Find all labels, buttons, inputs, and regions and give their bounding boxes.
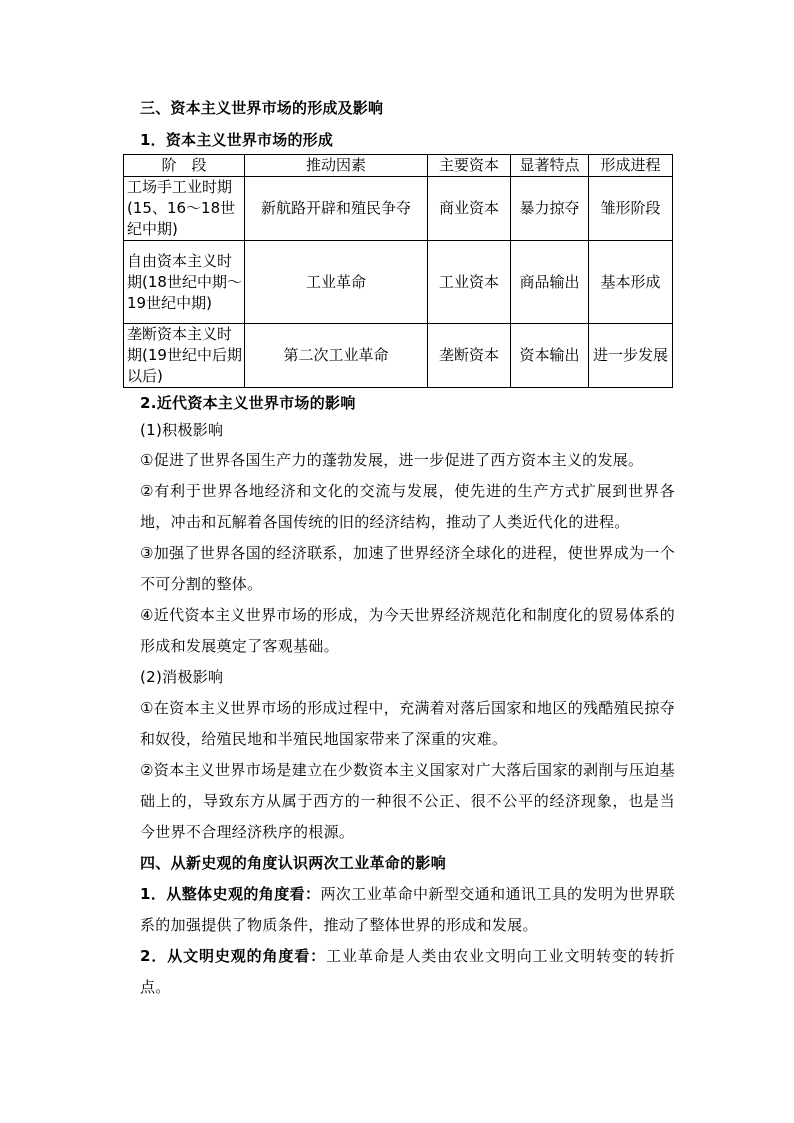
cell-feature: 商品输出 [511, 241, 589, 324]
cell-feature: 资本输出 [511, 324, 589, 388]
cell-driving-factor: 新航路开辟和殖民争夺 [245, 177, 428, 241]
header-driving-factor: 推动因素 [245, 155, 428, 177]
table-row [124, 177, 673, 241]
cell-stage: 自由资本主义时期(18世纪中期～19世纪中期) [124, 241, 245, 324]
section-4-heading: 四、从新史观的角度认识两次工业革命的影响 [140, 854, 447, 872]
header-feature: 显著特点 [511, 155, 589, 177]
section-4-item-label: 2．从文明史观的角度看： [140, 947, 327, 965]
positive-impact-item: ③加强了世界各国的经济联系，加速了世界经济全球化的进程，使世界成为一个不可分割的整体。 [140, 544, 675, 593]
cell-progress: 基本形成 [589, 241, 673, 324]
cell-driving-factor: 第二次工业革命 [245, 324, 428, 388]
section-4-item [140, 879, 675, 941]
cell-feature: 暴力掠夺 [511, 177, 589, 241]
positive-impact-item: ②有利于世界各地经济和文化的交流与发展，使先进的生产方式扩展到世界各地，冲击和瓦解着各国传统的旧的经济结构，推动了人类近代化的进程。 [140, 482, 675, 531]
cell-driving-factor: 工业革命 [245, 241, 428, 324]
cell-main-capital: 垄断资本 [428, 324, 511, 388]
header-stage: 阶 段 [124, 155, 245, 177]
cell-progress: 进一步发展 [589, 324, 673, 388]
positive-impact-item: ①促进了世界各国生产力的蓬勃发展，进一步促进了西方资本主义的发展。 [140, 451, 644, 469]
cell-stage: 垄断资本主义时期(19世纪中后期以后) [124, 324, 245, 388]
world-market-table [123, 154, 673, 388]
positive-impact-title: (1)积极影响 [140, 421, 224, 439]
negative-impact-item: ②资本主义世界市场是建立在少数资本主义国家对广大落后国家的剥削与压迫基础上的，导致东方从属于西方的一种很不公正、很不公平的经济现象，也是当今世界不合理经济秩序的根源。 [140, 761, 675, 841]
table-row [124, 324, 673, 388]
document-content [127, 97, 675, 1003]
section-4-item [140, 941, 675, 1003]
section-4-item-text: 工业革命是人类由农业文明向工业文明转变的转折点。 [140, 947, 675, 996]
cell-main-capital: 商业资本 [428, 177, 511, 241]
cell-progress: 雏形阶段 [589, 177, 673, 241]
cell-stage: 工场手工业时期(15、16～18世纪中期) [124, 177, 245, 241]
negative-impact-title: (2)消极影响 [140, 668, 224, 686]
header-progress: 形成进程 [589, 155, 673, 177]
cell-main-capital: 工业资本 [428, 241, 511, 324]
positive-impact-item: ④近代资本主义世界市场的形成，为今天世界经济规范化和制度化的贸易体系的形成和发展奠定了客观基础。 [140, 606, 675, 655]
negative-impact-item: ①在资本主义世界市场的形成过程中，充满着对落后国家和地区的残酷殖民掠夺和奴役，给殖民地和半殖民地国家带来了深重的灾难。 [140, 699, 675, 748]
section-3-heading: 三、资本主义世界市场的形成及影响 [140, 99, 384, 117]
table-row [124, 241, 673, 324]
section-4-item-text: 两次工业革命中新型交通和通讯工具的发明为世界联系的加强提供了物质条件，推动了整体世界的形成和发展。 [140, 885, 675, 934]
subsection-2-heading: 2.近代资本主义世界市场的影响 [140, 394, 356, 412]
table-header-row [124, 155, 673, 177]
section-4-item-label: 1．从整体史观的角度看： [140, 885, 321, 903]
header-main-capital: 主要资本 [428, 155, 511, 177]
subsection-1-heading: 1．资本主义世界市场的形成 [140, 131, 334, 149]
